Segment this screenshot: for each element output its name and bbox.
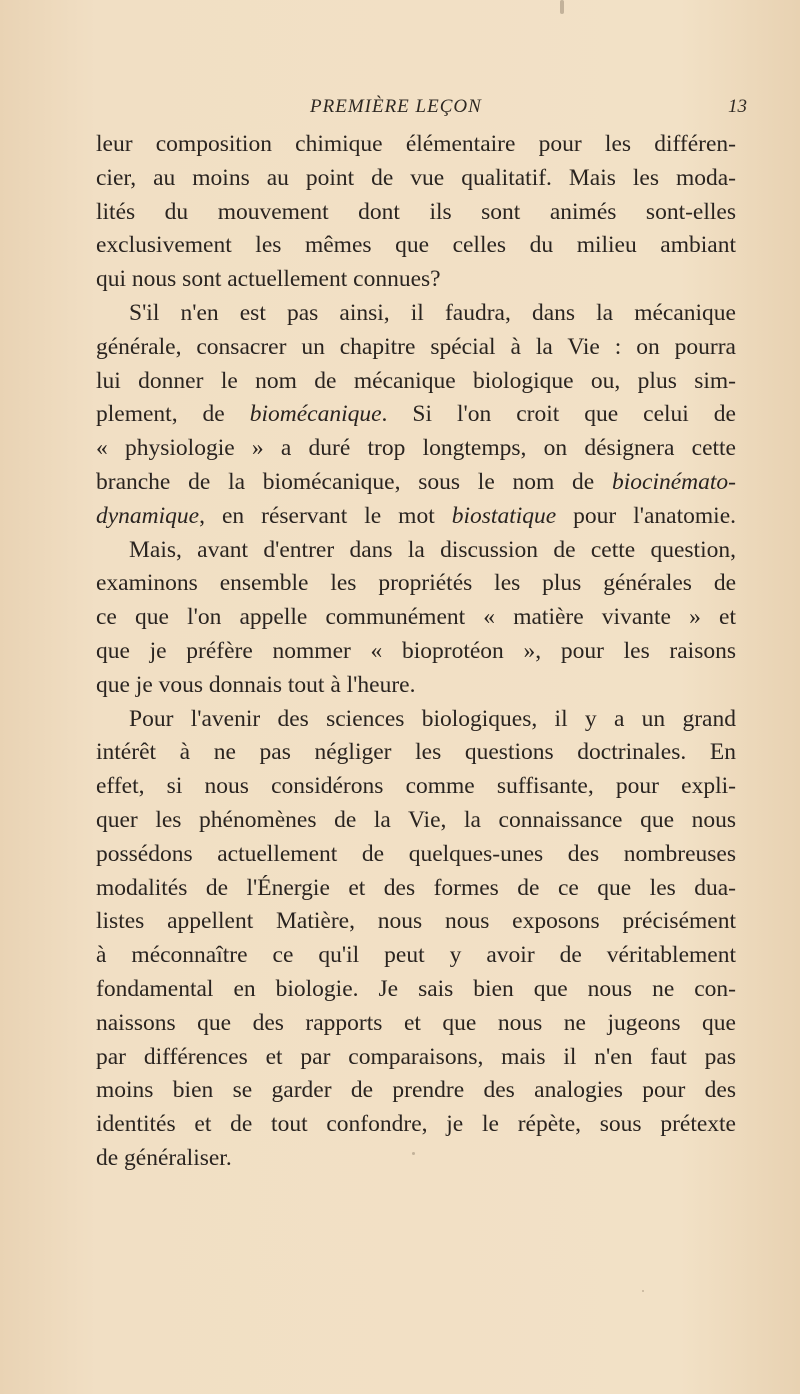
italic-term: dynamique	[96, 502, 200, 529]
running-title: PREMIÈRE LEÇON	[310, 96, 482, 117]
text-line	[96, 500, 736, 534]
text-line: ce que l'on appelle communément « matière vivante » et	[96, 604, 736, 631]
text-line: intérêt à ne pas négliger les questions doctrinales. En	[96, 739, 736, 766]
text-line: effet, si nous considérons comme suffisante, pour expli-	[96, 773, 736, 800]
text-line: lités du mouvement dont ils sont animés sont-elles	[96, 198, 736, 225]
text-run: branche de la biomécanique, sous le nom de	[96, 468, 612, 495]
body-text	[96, 128, 736, 1176]
text-line: « physiologie » a duré trop longtemps, on désignera cette	[96, 435, 736, 462]
text-line	[96, 398, 736, 432]
paper-speck	[560, 0, 564, 14]
text-line: qui nous sont actuellement connues?	[96, 266, 441, 293]
italic-term: biomécanique	[249, 401, 382, 428]
text-line: moins bien se garder de prendre des analogies pour des	[96, 1077, 736, 1104]
text-line: Mais, avant d'entrer dans la discussion de cette question,	[129, 536, 736, 563]
text-line: que je préfère nommer « bioprotéon », pour les raisons	[96, 637, 736, 664]
text-line: par différences et par comparaisons, mais il n'en faut pas	[96, 1043, 736, 1070]
text-run: , en réservant le mot	[199, 502, 452, 529]
text-line	[96, 466, 736, 500]
text-line: fondamental en biologie. Je sais bien que nous ne con-	[96, 975, 736, 1002]
text-line: générale, consacrer un chapitre spécial à la Vie : on pourra	[96, 333, 736, 360]
paper-speck	[642, 1290, 644, 1292]
text-line: Pour l'avenir des sciences biologiques, il y a un grand	[129, 705, 736, 732]
text-line: naissons que des rapports et que nous ne jugeons que	[96, 1009, 736, 1036]
text-line: leur composition chimique élémentaire pour les différen-	[96, 131, 736, 157]
text-line: identités et de tout confondre, je le répète, sous prétexte	[96, 1111, 736, 1138]
italic-term: biostatique	[451, 502, 557, 529]
text-line: que je vous donnais tout à l'heure.	[96, 671, 416, 698]
text-run: pour l'anatomie.	[556, 502, 736, 529]
text-line: à méconnaître ce qu'il peut y avoir de véritablement	[96, 942, 736, 969]
text-line: examinons ensemble les propriétés les plus générales de	[96, 570, 736, 597]
text-line: S'il n'en est pas ainsi, il faudra, dans la mécanique	[129, 299, 736, 326]
text-line: lui donner le nom de mécanique biologique ou, plus sim-	[96, 367, 736, 394]
italic-term: biocinémato-	[612, 468, 736, 495]
paper-speck	[412, 1152, 415, 1155]
text-line: quer les phénomènes de la Vie, la connaissance que nous	[96, 806, 736, 833]
text-line: possédons actuellement de quelques-unes des nombreuses	[96, 840, 736, 867]
text-line: listes appellent Matière, nous nous exposons précisément	[96, 908, 736, 935]
text-line: de généraliser.	[96, 1144, 232, 1171]
page-number: 13	[728, 96, 747, 117]
text-line: exclusivement les mêmes que celles du milieu ambiant	[96, 232, 736, 259]
text-run: . Si l'on croit que celui de	[381, 401, 736, 428]
text-line: cier, au moins au point de vue qualitatif. Mais les moda-	[96, 164, 736, 191]
text-run: plement, de	[96, 401, 250, 428]
page-header	[0, 96, 800, 124]
text-line: modalités de l'Énergie et des formes de ce que les dua-	[96, 874, 736, 901]
